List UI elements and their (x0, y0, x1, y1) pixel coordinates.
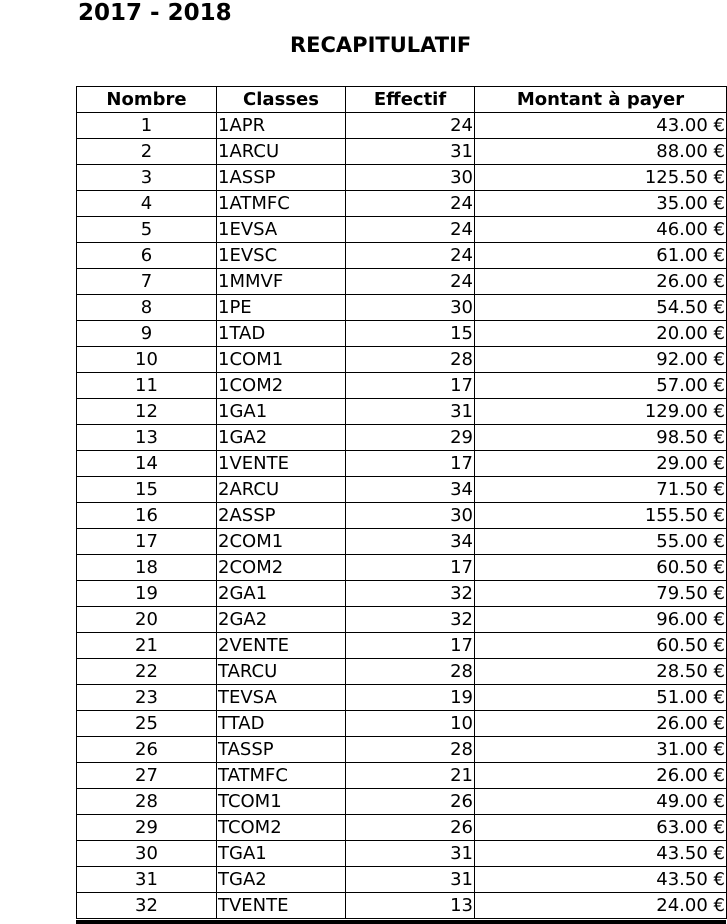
table-row (77, 685, 727, 711)
cell-nombre: 14 (77, 451, 217, 477)
cell-classe: TEVSA (217, 685, 346, 711)
cell-effectif: 24 (346, 217, 475, 243)
cell-classe: TGA1 (217, 841, 346, 867)
cell-montant: 88.00 € (475, 139, 727, 165)
cell-classe: 1GA1 (217, 399, 346, 425)
cell-nombre: 28 (77, 789, 217, 815)
cell-montant: 49.00 € (475, 789, 727, 815)
cell-nombre: 10 (77, 347, 217, 373)
cell-montant: 24.00 € (475, 893, 727, 919)
cell-effectif: 24 (346, 243, 475, 269)
cell-montant: 28.50 € (475, 659, 727, 685)
cell-classe: TATMFC (217, 763, 346, 789)
cell-montant: 92.00 € (475, 347, 727, 373)
cell-montant: 43.50 € (475, 867, 727, 893)
cell-effectif: 32 (346, 581, 475, 607)
cell-classe: 1GA2 (217, 425, 346, 451)
cell-classe: 2ARCU (217, 477, 346, 503)
cell-effectif: 10 (346, 711, 475, 737)
cell-montant: 71.50 € (475, 477, 727, 503)
cell-effectif: 29 (346, 425, 475, 451)
header-effectif: Effectif (346, 87, 475, 113)
cell-nombre: 5 (77, 217, 217, 243)
cell-effectif: 24 (346, 113, 475, 139)
cell-classe: 1APR (217, 113, 346, 139)
table-row (77, 893, 727, 919)
table-row (77, 113, 727, 139)
table-row (77, 373, 727, 399)
cell-classe: 1ATMFC (217, 191, 346, 217)
table-row (77, 191, 727, 217)
cell-montant: 96.00 € (475, 607, 727, 633)
cell-montant: 129.00 € (475, 399, 727, 425)
cell-nombre: 20 (77, 607, 217, 633)
cell-montant: 55.00 € (475, 529, 727, 555)
cell-montant: 20.00 € (475, 321, 727, 347)
table-row (77, 581, 727, 607)
cell-nombre: 2 (77, 139, 217, 165)
table-row (77, 477, 727, 503)
cell-nombre: 25 (77, 711, 217, 737)
cell-montant: 43.50 € (475, 841, 727, 867)
cell-classe: 1ASSP (217, 165, 346, 191)
table-row (77, 659, 727, 685)
cell-classe: TVENTE (217, 893, 346, 919)
cell-classe: 1EVSA (217, 217, 346, 243)
cell-montant: 26.00 € (475, 763, 727, 789)
cell-classe: 1EVSC (217, 243, 346, 269)
cell-classe: 2VENTE (217, 633, 346, 659)
cell-effectif: 19 (346, 685, 475, 711)
table-row (77, 269, 727, 295)
cell-effectif: 30 (346, 295, 475, 321)
cell-classe: TCOM1 (217, 789, 346, 815)
table-row (77, 815, 727, 841)
cell-effectif: 31 (346, 867, 475, 893)
cell-montant: 155.50 € (475, 503, 727, 529)
cell-montant: 63.00 € (475, 815, 727, 841)
cell-nombre: 4 (77, 191, 217, 217)
cell-nombre: 21 (77, 633, 217, 659)
cell-nombre: 22 (77, 659, 217, 685)
cell-montant: 26.00 € (475, 711, 727, 737)
table-row (77, 867, 727, 893)
cell-montant: 26.00 € (475, 269, 727, 295)
cell-classe: 2GA2 (217, 607, 346, 633)
cell-classe: 1ARCU (217, 139, 346, 165)
cell-effectif: 15 (346, 321, 475, 347)
cell-effectif: 31 (346, 841, 475, 867)
cell-classe: 1TAD (217, 321, 346, 347)
cell-classe: 2COM1 (217, 529, 346, 555)
table-row (77, 243, 727, 269)
cell-montant: 125.50 € (475, 165, 727, 191)
table-body (77, 113, 727, 919)
cell-classe: 1PE (217, 295, 346, 321)
cell-effectif: 34 (346, 477, 475, 503)
cell-classe: 2COM2 (217, 555, 346, 581)
cell-montant: 46.00 € (475, 217, 727, 243)
cell-montant: 29.00 € (475, 451, 727, 477)
cell-nombre: 23 (77, 685, 217, 711)
cell-nombre: 12 (77, 399, 217, 425)
cell-classe: 1VENTE (217, 451, 346, 477)
table-row (77, 633, 727, 659)
table-row (77, 399, 727, 425)
cell-nombre: 16 (77, 503, 217, 529)
table-row (77, 607, 727, 633)
cell-classe: 2GA1 (217, 581, 346, 607)
cell-nombre: 19 (77, 581, 217, 607)
table-row (77, 555, 727, 581)
cell-classe: TCOM2 (217, 815, 346, 841)
cell-nombre: 29 (77, 815, 217, 841)
cell-nombre: 6 (77, 243, 217, 269)
cell-nombre: 8 (77, 295, 217, 321)
cell-montant: 31.00 € (475, 737, 727, 763)
cell-classe: 1COM1 (217, 347, 346, 373)
cell-nombre: 1 (77, 113, 217, 139)
cell-montant: 35.00 € (475, 191, 727, 217)
cell-effectif: 24 (346, 191, 475, 217)
cell-montant: 79.50 € (475, 581, 727, 607)
cell-effectif: 17 (346, 373, 475, 399)
cell-classe: TASSP (217, 737, 346, 763)
table-row (77, 347, 727, 373)
header-classes: Classes (217, 87, 346, 113)
header-montant: Montant à payer (475, 87, 727, 113)
cell-nombre: 7 (77, 269, 217, 295)
cell-nombre: 26 (77, 737, 217, 763)
cell-effectif: 31 (346, 399, 475, 425)
table-row (77, 841, 727, 867)
cell-nombre: 9 (77, 321, 217, 347)
cell-nombre: 18 (77, 555, 217, 581)
cell-nombre: 3 (77, 165, 217, 191)
cell-effectif: 30 (346, 165, 475, 191)
table-row (77, 425, 727, 451)
cell-montant: 98.50 € (475, 425, 727, 451)
cell-classe: TTAD (217, 711, 346, 737)
cell-nombre: 11 (77, 373, 217, 399)
cell-effectif: 26 (346, 815, 475, 841)
cell-effectif: 26 (346, 789, 475, 815)
cell-effectif: 34 (346, 529, 475, 555)
cell-effectif: 24 (346, 269, 475, 295)
table-row (77, 503, 727, 529)
table-row (77, 451, 727, 477)
table-row (77, 737, 727, 763)
table-row (77, 295, 727, 321)
cell-classe: TARCU (217, 659, 346, 685)
cell-nombre: 31 (77, 867, 217, 893)
cell-effectif: 28 (346, 659, 475, 685)
cell-montant: 51.00 € (475, 685, 727, 711)
table-row (77, 217, 727, 243)
cell-nombre: 27 (77, 763, 217, 789)
cell-effectif: 17 (346, 451, 475, 477)
cell-montant: 57.00 € (475, 373, 727, 399)
cell-nombre: 13 (77, 425, 217, 451)
cell-effectif: 31 (346, 139, 475, 165)
table-row (77, 763, 727, 789)
cell-classe: 2ASSP (217, 503, 346, 529)
cell-classe: 1MMVF (217, 269, 346, 295)
cell-effectif: 21 (346, 763, 475, 789)
cell-classe: TGA2 (217, 867, 346, 893)
table-row (77, 529, 727, 555)
cell-nombre: 15 (77, 477, 217, 503)
header-nombre: Nombre (77, 87, 217, 113)
cell-effectif: 28 (346, 347, 475, 373)
recap-table (76, 86, 727, 919)
table-row (77, 711, 727, 737)
cell-montant: 61.00 € (475, 243, 727, 269)
cell-effectif: 17 (346, 633, 475, 659)
cell-effectif: 30 (346, 503, 475, 529)
table-header-row (77, 87, 727, 113)
document-title: RECAPITULATIF (290, 33, 472, 57)
table-row (77, 139, 727, 165)
cell-classe: 1COM2 (217, 373, 346, 399)
cell-nombre: 17 (77, 529, 217, 555)
cell-effectif: 13 (346, 893, 475, 919)
table-row (77, 789, 727, 815)
cell-effectif: 28 (346, 737, 475, 763)
cell-effectif: 17 (346, 555, 475, 581)
cell-montant: 60.50 € (475, 633, 727, 659)
cell-montant: 54.50 € (475, 295, 727, 321)
table-row (77, 165, 727, 191)
cell-nombre: 30 (77, 841, 217, 867)
bottom-border (76, 920, 726, 924)
cell-effectif: 32 (346, 607, 475, 633)
cell-montant: 43.00 € (475, 113, 727, 139)
cell-nombre: 32 (77, 893, 217, 919)
cell-montant: 60.50 € (475, 555, 727, 581)
table-row (77, 321, 727, 347)
school-year: 2017 - 2018 (78, 0, 232, 26)
